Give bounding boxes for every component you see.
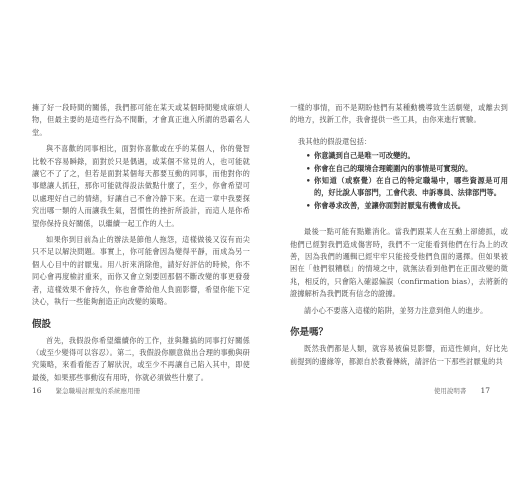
right-footer [434,386,490,395]
right-page [290,102,508,372]
section-heading-assumptions: 假設 [32,318,52,330]
assumption-list [298,150,508,212]
left-footer [32,386,140,395]
running-title-left: 緊急職場討厭鬼的系統應用冊 [55,387,141,395]
right-paragraph-1: 一樣的事情，而不是期盼他們有某種動機導致生活劇變，或離去到的地方，找新工作，我會提供一些工具，由你來進行實驗。 [290,103,508,125]
page-number-left: 16 [32,386,42,395]
left-paragraph-2: 與不喜歡的同事相比，面對你喜歡或在乎的某個人，你的覺智比較不容易瞬錄，面對於只是偶遇，或某個不常見的人，也可能就讓它不了了之，但若是面對某個每天都要互動的同事，而他對你的事總讓人抓狂，那你可能就得設法做點什麼了，至少，你會希望可以處理好自己的情緒，好讓自己不會冷静下來。在這一章中我要探究出哪一類的人而讓我生氣，習慣性的挫折所設計，而這人是你希望你保持良好關係，以繼續一起工作的人士。 [32,144,250,228]
list-item: • 你知道（或察覺）在自己的特定職場中，哪些資源是可用的，好比說人事部門，工會代表、申訴專員、法律部門等。 [306,175,508,200]
right-paragraph-3: 請小心不要落入這樣的陷阱，並努力注意到他人的進步。 [304,305,488,315]
left-paragraph-4: 首先，我假設你希望繼續你的工作，並與難搞的同事打好關係（或至少變得可以容忍）。第二，我假設你願意做出合理的事動與研究策略，來看看能否了解狀況，或至少不再讓自己陷入其中，即使最後，如果那些事動沒有用時，你就必須做些什麼了。 [32,335,250,382]
section-heading-are-you: 你是嗎？ [290,327,329,339]
right-paragraph-2: 最後一點可能有點難消化。當我們跟某人在互動上卻總抓，或他們已經對我們造成傷害時，我們不一定能看到他們在行為上的改善，因為我們的邏輯已經牢牢只能接受他們負面的選擇。但如果被困在「他們很糟糕」的情境之中，就無法看到他們在正面改變的徵兆，相反的，只會陷入確認偏誤（confirmation bias），去將新的證據解析為我們既有信念的證據。 [290,227,508,299]
list-item: • 你會尋求改善，並讓你面對討厭鬼有機會成長。 [306,200,508,212]
left-paragraph-3: 如果你到目前為止的辦法是節他人拖怨，這樣做後又沒有而尖只不足以解決問題。事實上，你可能會因為變得平靜，而成為另一個人心目中的討厭鬼。用八折來消除他，請好好評估的時候，你不同心會再度檢討重來，而你又會立刻要回那個不斷改變的事更發發者，這樣效果不會持久，你也會帶給他人負面影響，希望你能下定決心，執行一些能夠創造正向改變的策略。 [32,235,250,307]
list-lead: 我其他的假設還包括： [298,136,372,146]
running-title-right: 使用說明書 [433,387,467,395]
list-item: • 你意識到自己是唯一可改變的。 [306,150,508,162]
left-paragraph-1: 擁了好一段時間的關係，我們都可能在某天或某個時間變成麻煩人物，但最主要的是這些行為不間斷，才會真正進入所謂的恐霸名人堂。 [32,103,250,137]
list-item: • 你會在自己的環境合理範圍內的事情是可實現的。 [306,163,508,175]
assumption-list-box [290,133,508,216]
page-number-right: 17 [480,386,490,395]
right-paragraph-4: 既然我們都是人類，就容易被偏見影響，而這性傾向，好比先前提到的邊緣等，都源自於教養傳統，請評估一下那些討厭鬼的共 [290,344,508,366]
left-page [32,102,250,388]
